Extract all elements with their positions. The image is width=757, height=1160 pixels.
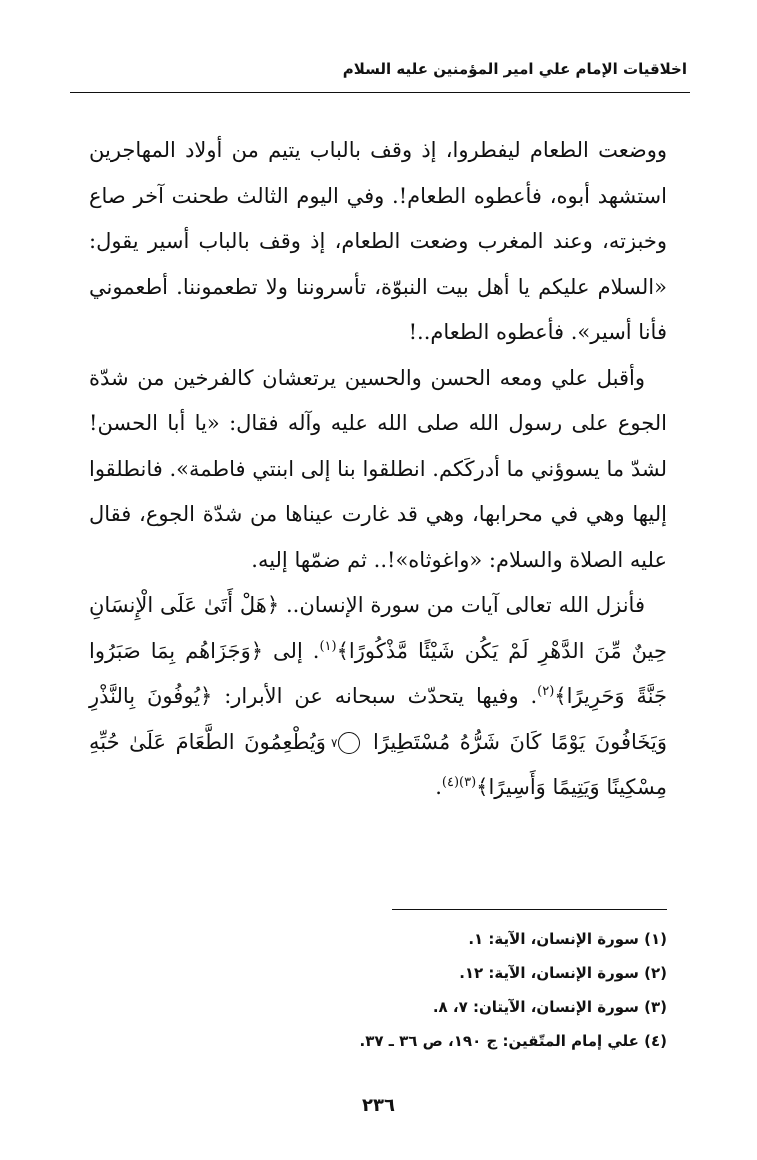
footnote-4: (٤) علي إمام المتّقين: ج ١٩٠، ص ٣٦ ـ ٣٧. [359,1032,667,1050]
ayah-number-marker: ٧ [338,732,360,754]
page-number: ٢٣٦ [362,1095,395,1116]
quran-verse-3b: وَيُطْعِمُونَ الطَّعَامَ عَلَىٰ حُبِّهِ مِسْكِينًا وَيَتِيمًا وَأَسِيرًا﴾ [89,729,667,799]
quran-verse-1: ﴿هَلْ أَتَىٰ عَلَى الْإِنسَانِ حِينٌ مِّنَ الدَّهْرِ لَمْ يَكُن شَيْئًا مَّذْكُورًا﴾ [89,593,667,663]
footnote-3: (٣) سورة الإنسان، الآيتان: ٧، ٨. [432,998,667,1016]
main-text [89,128,667,811]
paragraph-1: ووضعت الطعام ليفطروا، إذ وقف بالباب يتيم من أولاد المهاجرين استشهد أبوه، فأعطوه الطعام!. وفي اليوم الثالث طحنت آخر صاع وخبزته، وعند المغرب وضعت الطعام، إذ وقف بالباب أسير يقول: «السلام عليكم يا أهل بيت النبوّة، تأسروننا ولا تطعموننا. أطعموني فأنا أسير». فأعطوه الطعام..! [89,138,667,344]
quran-verse-3a: ﴿يُوفُونَ بِالنَّذْرِ وَيَخَافُونَ يَوْمًا كَانَ شَرُّهُ مُسْتَطِيرًا [89,684,667,754]
paragraph-3-connector-2: . وفيها يتحدّث سبحانه عن الأبرار: [212,684,538,708]
quran-verse-2: ﴿وَجَزَاهُم بِمَا صَبَرُوا جَنَّةً وَحَرِيرًا﴾ [89,638,668,708]
paragraph-3-end: . [435,775,442,799]
paragraph-2: وأقبل علي ومعه الحسن والحسين يرتعشان كالفرخين من شدّة الجوع على رسول الله صلى الله عليه وآله فقال: «يا أبا الحسن! لشدّ ما يسوؤني ما أدركَكم. انطلقوا بنا إلى ابنتي فاطمة». فانطلقوا إليها وهي في محرابها، وهي قد غارت عيناها من شدّة الجوع، فقال عليه الصلاة والسلام: «واغوثاه»!.. ثم ضمّها إليه. [89,365,667,572]
footnote-ref-2[interactable]: (٢) [537,684,555,699]
footnote-ref-1[interactable]: (١) [319,638,337,654]
paragraph-3 [89,583,667,811]
footnote-ref-3-4[interactable]: (٣)(٤) [441,775,477,790]
footnotes [89,922,667,1058]
running-header: اخلاقيات الإمام علي امير المؤمنين عليه السلام [342,60,687,78]
paragraph-3-intro: فأنزل الله تعالى آيات من سورة الإنسان.. [279,593,645,617]
footnote-1: (١) سورة الإنسان، الآية: ١. [468,930,667,948]
paragraph-3-connector-1: . إلى [263,638,320,663]
footnote-2: (٢) سورة الإنسان، الآية: ١٢. [459,964,667,982]
footnote-divider [392,909,667,910]
header-divider [70,92,690,93]
